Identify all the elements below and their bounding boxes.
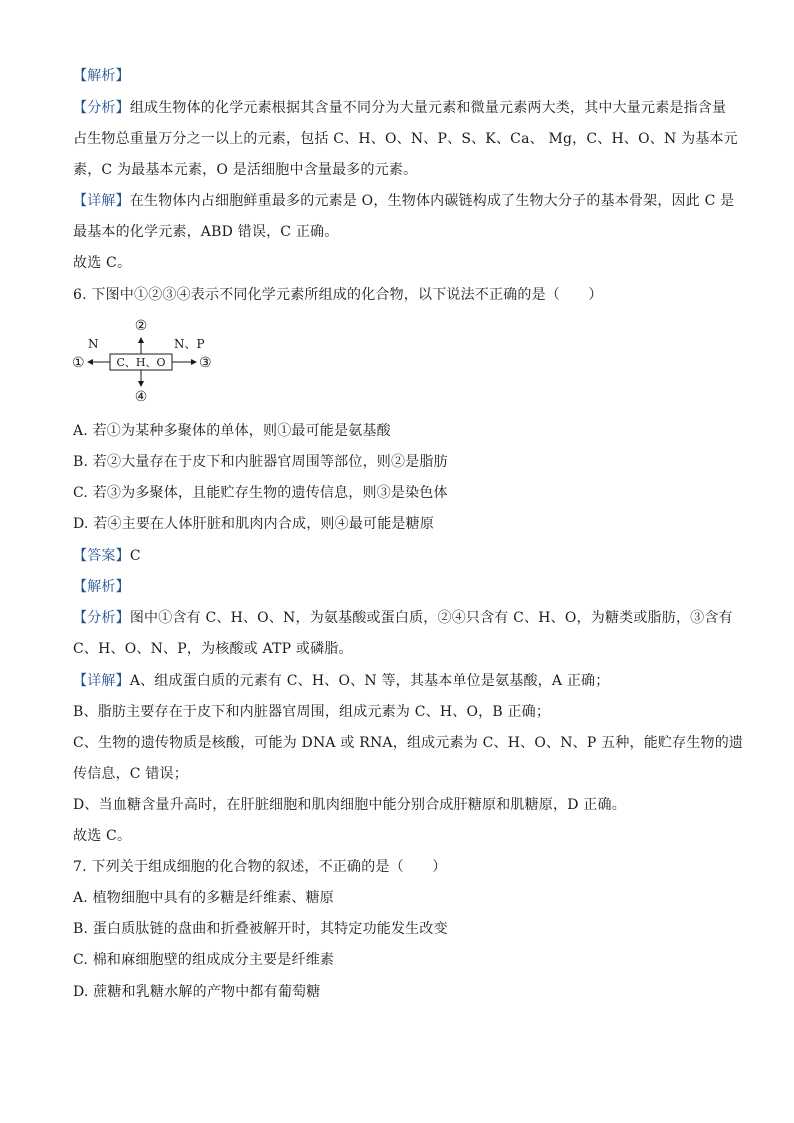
- q5-xiangjie-line-1: [73, 191, 735, 211]
- q6-option-c: C. 若③为多聚体，且能贮存生物的遗传信息，则③是染色体: [73, 485, 448, 501]
- q6-answer: [73, 546, 723, 566]
- q7-option-d: D. 蔗糖和乳糖水解的产物中都有葡萄糖: [73, 984, 321, 1000]
- q6-option-b: B. 若②大量存在于皮下和内脏器官周围等部位，则②是脂肪: [73, 454, 448, 470]
- q6-stem: 6. 下图中①②③④表示不同化学元素所组成的化合物，以下说法不正确的是（ ）: [73, 287, 603, 303]
- q6-conclusion: 故选 C。: [73, 828, 132, 844]
- node-4: ④: [134, 389, 148, 404]
- q7-stem: 7. 下列关于组成细胞的化合物的叙述，不正确的是（ ）: [73, 859, 447, 875]
- q5-fenxi-line-1: [73, 98, 727, 118]
- node-3: ③: [199, 355, 212, 371]
- jiexi-tag: 【解析】: [73, 579, 130, 595]
- q5-jiexi-heading: [73, 66, 723, 86]
- xiangjie-tag: 【详解】: [73, 193, 130, 209]
- center-label: C、H、O: [116, 356, 166, 369]
- answer-value: C: [129, 548, 141, 564]
- q5-xiangjie-line-2: 最基本的化学元素，ABD 错误，C 正确。: [73, 224, 339, 240]
- left-arrow-label: N: [88, 337, 99, 351]
- q7-option-a: A. 植物细胞中具有的多糖是纤维素、糖原: [73, 890, 335, 906]
- q6-option-a: A. 若①为某种多聚体的单体，则①最可能是氨基酸: [73, 423, 391, 439]
- q6-xiangjie-line-5: D、当血糖含量升高时，在肝脏细胞和肌肉细胞中能分别合成肝糖原和肌糖原，D 正确。: [73, 797, 626, 813]
- q5-xiangjie-text-1: 在生物体内占细胞鲜重最多的元素是 O，生物体内碳链构成了生物大分子的基本骨架，因此 C 是: [129, 193, 735, 209]
- q6-xiangjie-text-1: A、组成蛋白质的元素有 C、H、O、N 等，其基本单位是氨基酸，A 正确；: [129, 673, 610, 689]
- fenxi-tag: 【分析】: [73, 100, 130, 116]
- q6-xiangjie-line-3: C、生物的遗传物质是核酸，可能为 DNA 或 RNA，组成元素为 C、H、O、N、P 五种，能贮存生物的遗: [73, 735, 744, 751]
- q7-option-c: C. 棉和麻细胞壁的组成成分主要是纤维素: [73, 952, 335, 968]
- q6-fenxi-text-1: 图中①含有 C、H、O、N，为氨基酸或蛋白质，②④只含有 C、H、O，为糖类或脂肪，③含有: [129, 610, 733, 626]
- node-1: ①: [72, 355, 85, 371]
- q5-fenxi-line-3: 素，C 为最基本元素，O 是活细胞中含量最多的元素。: [73, 162, 418, 178]
- jiexi-tag: 【解析】: [73, 68, 130, 84]
- q6-xiangjie-line-4: 传信息，C 错误；: [73, 766, 188, 782]
- q6-fenxi-line-2: C、H、O、N、P，为核酸或 ATP 或磷脂。: [73, 641, 353, 657]
- answer-tag: 【答案】: [73, 548, 130, 564]
- right-arrow-label: N、P: [174, 337, 205, 351]
- q6-xiangjie-line-2: B、脂肪主要存在于皮下和内脏器官周围，组成元素为 C、H、O，B 正确；: [73, 704, 551, 720]
- q5-conclusion: 故选 C。: [73, 255, 132, 271]
- q6-xiangjie-line-1: [73, 671, 723, 691]
- node-2: ②: [134, 318, 148, 334]
- q7-option-b: B. 蛋白质肽链的盘曲和折叠被解开时，其特定功能发生改变: [73, 921, 448, 937]
- q6-option-d: D. 若④主要在人体肝脏和肌肉内合成，则④最可能是糖原: [73, 516, 435, 532]
- element-compound-diagram: [70, 316, 230, 404]
- q5-fenxi-line-2: 占生物总重量万分之一以上的元素，包括 C、H、O、N、P、S、K、Ca、 Mg，C、H、O、N 为基本元: [73, 131, 738, 147]
- q5-fenxi-text-1: 组成生物体的化学元素根据其含量不同分为大量元素和微量元素两大类，其中大量元素是指含量: [129, 100, 727, 116]
- fenxi-tag: 【分析】: [73, 610, 130, 626]
- q6-jiexi-heading: [73, 577, 723, 597]
- q6-fenxi-line-1: [73, 608, 733, 628]
- xiangjie-tag: 【详解】: [73, 673, 130, 689]
